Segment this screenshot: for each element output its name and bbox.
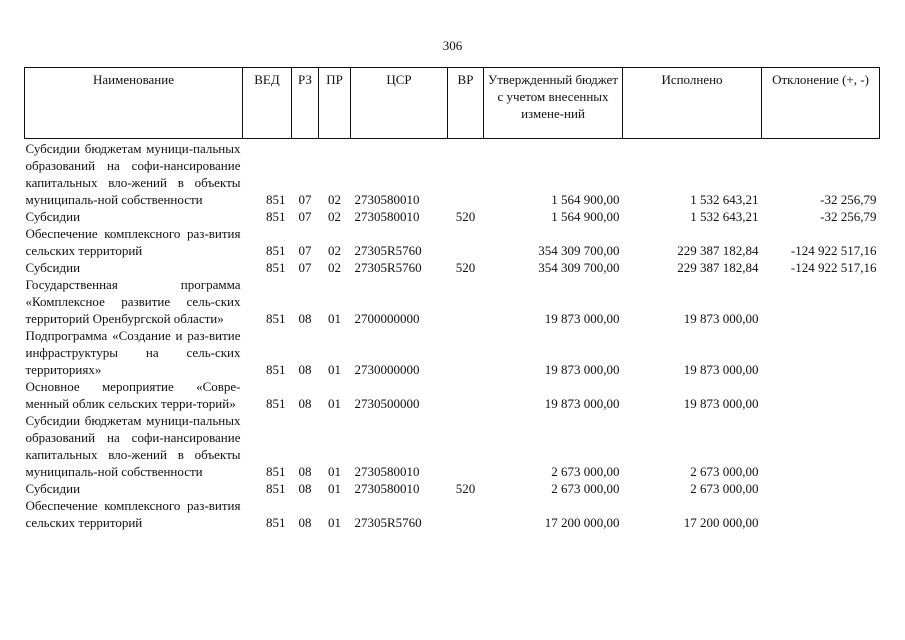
header-pr: ПР [319,68,351,139]
row-vr: 520 [455,209,476,224]
row-vr [448,497,484,531]
row-pr: 02 [328,192,341,207]
row-ved: 851 [266,260,286,275]
row-pr: 01 [328,481,341,496]
row-executed: 2 673 000,00 [690,481,759,496]
row-deviation: -124 922 517,16 [790,260,877,275]
row-approved: 19 873 000,00 [544,311,620,326]
row-ved: 851 [266,243,286,258]
row-pr: 01 [328,311,341,326]
row-executed: 1 532 643,21 [690,209,759,224]
row-pr: 01 [328,362,341,377]
row-vr: 520 [455,481,476,496]
row-ved: 851 [266,481,286,496]
row-vr [448,327,484,378]
row-approved: 2 673 000,00 [551,481,620,496]
row-rz: 08 [298,396,312,411]
row-vr [448,276,484,327]
row-vr [448,225,484,259]
row-approved: 2 673 000,00 [551,464,620,479]
row-name: Субсидии бюджетам муници-пальных образований на софи-нансирование капитальных вло-жений в объекты муниципаль-ной собственности [25,141,241,207]
table-row [25,497,880,531]
row-ved: 851 [266,515,286,530]
row-rz: 07 [298,192,312,207]
row-csr: 27305R5760 [354,243,422,258]
row-rz: 08 [298,464,312,479]
row-deviation: -124 922 517,16 [790,243,877,258]
row-name: Субсидии бюджетам муници-пальных образований на софи-нансирование капитальных вло-жений в объекты муниципаль-ной собственности [25,413,241,479]
table-header-row [25,68,880,139]
row-approved: 354 309 700,00 [538,243,620,258]
row-name: Обеспечение комплексного раз-вития сельских территорий [25,498,241,530]
row-name: Государственная программа «Комплексное развитие сель-ских территорий Оренбургской области» [25,277,241,326]
row-pr: 01 [328,396,341,411]
table-row [25,327,880,378]
row-executed: 229 387 182,84 [677,243,759,258]
table-row [25,259,880,276]
table-row [25,225,880,259]
table-row [25,276,880,327]
row-approved: 354 309 700,00 [538,260,620,275]
row-ved: 851 [266,362,286,377]
row-csr: 2730580010 [354,209,420,224]
header-approved: Утвержденный бюджет с учетом внесенных измене-ний [484,68,623,139]
row-executed: 17 200 000,00 [683,515,759,530]
row-name: Подпрограмма «Создание и раз-витие инфраструктуры на сель-ских территориях» [25,328,241,377]
row-approved: 19 873 000,00 [544,396,620,411]
table-row [25,412,880,480]
row-name: Субсидии [25,481,81,496]
row-executed: 2 673 000,00 [690,464,759,479]
header-name: Наименование [25,68,243,139]
header-csr: ЦСР [351,68,448,139]
row-executed: 229 387 182,84 [677,260,759,275]
row-vr: 520 [455,260,476,275]
row-ved: 851 [266,396,286,411]
row-pr: 01 [328,515,341,530]
row-deviation [762,497,880,531]
row-deviation [762,378,880,412]
row-rz: 07 [298,260,312,275]
row-deviation [762,480,880,497]
row-deviation: -32 256,79 [820,192,877,207]
row-deviation [762,412,880,480]
row-deviation [762,327,880,378]
row-csr: 2730000000 [354,362,420,377]
row-pr: 02 [328,209,341,224]
row-vr [448,378,484,412]
header-vr: ВР [448,68,484,139]
table-row [25,480,880,497]
header-deviation: Отклонение (+, -) [762,68,880,139]
table-row [25,139,880,209]
row-pr: 01 [328,464,341,479]
row-approved: 17 200 000,00 [544,515,620,530]
row-name: Субсидии [25,260,81,275]
row-rz: 08 [298,515,312,530]
row-csr: 2700000000 [354,311,420,326]
row-rz: 07 [298,243,312,258]
row-ved: 851 [266,209,286,224]
row-csr: 27305R5760 [354,260,422,275]
header-executed: Исполнено [623,68,762,139]
table-row [25,378,880,412]
row-ved: 851 [266,311,286,326]
row-approved: 1 564 900,00 [551,192,620,207]
row-ved: 851 [266,192,286,207]
row-csr: 2730500000 [354,396,420,411]
row-rz: 08 [298,481,312,496]
row-deviation: -32 256,79 [820,209,877,224]
row-ved: 851 [266,464,286,479]
page-number: 306 [442,38,463,53]
budget-table [24,67,880,531]
row-pr: 02 [328,260,341,275]
row-executed: 19 873 000,00 [683,396,759,411]
row-csr: 2730580010 [354,464,420,479]
row-vr [448,139,484,209]
row-name: Основное мероприятие «Совре-менный облик сельских терри-торий» [25,379,241,411]
header-rz: РЗ [292,68,319,139]
row-rz: 08 [298,362,312,377]
row-executed: 1 532 643,21 [690,192,759,207]
row-executed: 19 873 000,00 [683,311,759,326]
row-approved: 1 564 900,00 [551,209,620,224]
row-name: Обеспечение комплексного раз-вития сельских территорий [25,226,241,258]
row-rz: 08 [298,311,312,326]
table-row [25,208,880,225]
row-pr: 02 [328,243,341,258]
row-vr [448,412,484,480]
row-rz: 07 [298,209,312,224]
row-csr: 27305R5760 [354,515,422,530]
header-ved: ВЕД [243,68,292,139]
row-approved: 19 873 000,00 [544,362,620,377]
row-name: Субсидии [25,209,81,224]
row-deviation [762,276,880,327]
row-csr: 2730580010 [354,481,420,496]
row-executed: 19 873 000,00 [683,362,759,377]
row-csr: 2730580010 [354,192,420,207]
